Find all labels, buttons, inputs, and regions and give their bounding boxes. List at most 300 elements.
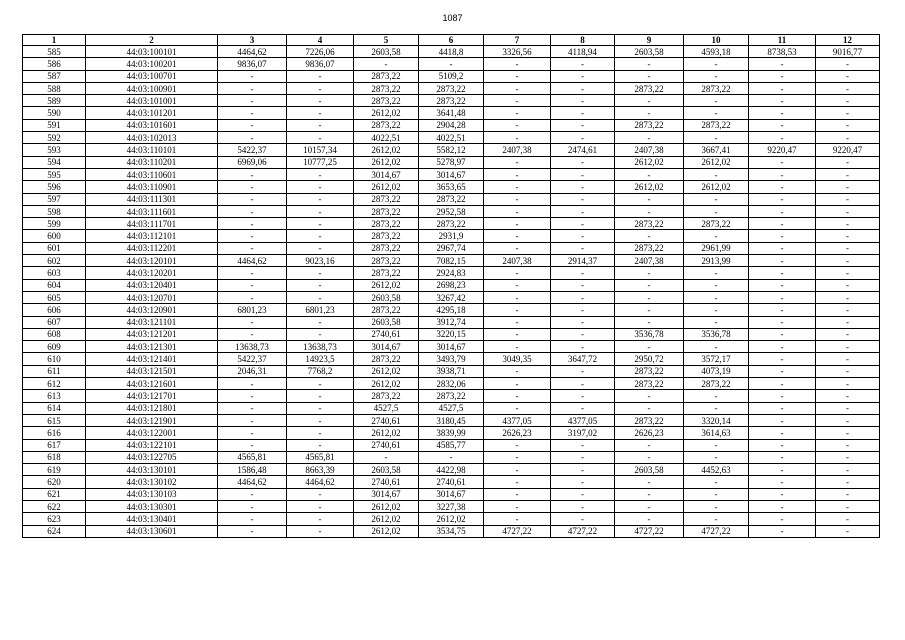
table-cell: 44:03:121801 (85, 402, 217, 414)
table-cell: - (614, 70, 683, 82)
table-cell: - (614, 341, 683, 353)
table-cell: - (614, 193, 683, 205)
table-cell: - (217, 181, 286, 193)
table-cell: 2873,22 (684, 218, 749, 230)
table-cell: 4073,19 (684, 365, 749, 377)
table-cell: - (749, 525, 816, 537)
table-cell: 44:03:121501 (85, 365, 217, 377)
table-cell: - (551, 58, 615, 70)
table-cell: - (816, 267, 880, 279)
table-cell: 44:03:111701 (85, 218, 217, 230)
table-cell: - (483, 82, 550, 94)
table-cell: - (217, 95, 286, 107)
table-cell: 44:03:100901 (85, 82, 217, 94)
column-header: 9 (614, 35, 683, 46)
table-cell: - (614, 291, 683, 303)
table-cell: 2961,99 (684, 242, 749, 254)
table-cell: 616 (23, 427, 86, 439)
table-cell: - (614, 439, 683, 451)
table-cell: 600 (23, 230, 86, 242)
table-cell: - (816, 451, 880, 463)
table-cell: - (816, 107, 880, 119)
table-cell: - (749, 427, 816, 439)
table-cell: 622 (23, 500, 86, 512)
table-cell: - (614, 132, 683, 144)
table-cell: 3326,56 (483, 46, 550, 58)
table-cell: 4022,51 (354, 132, 419, 144)
table-cell: 2612,02 (354, 525, 419, 537)
table-cell: 2407,38 (483, 144, 550, 156)
table-cell: - (217, 107, 286, 119)
table-cell: - (749, 168, 816, 180)
table-cell: - (217, 70, 286, 82)
table-cell: 4452,63 (684, 464, 749, 476)
table-cell: - (614, 168, 683, 180)
table-row (23, 476, 880, 488)
table-cell: - (354, 58, 419, 70)
table-cell: - (287, 390, 354, 402)
table-cell: 3653,65 (419, 181, 484, 193)
table-cell: - (551, 488, 615, 500)
table-cell: 7768,2 (287, 365, 354, 377)
table-cell: 585 (23, 46, 86, 58)
table-cell: 2740,61 (354, 414, 419, 426)
table-cell: 617 (23, 439, 86, 451)
table-cell: - (684, 316, 749, 328)
table-row (23, 353, 880, 365)
table-cell: - (483, 95, 550, 107)
table-cell: - (749, 193, 816, 205)
table-cell: - (483, 316, 550, 328)
table-row (23, 513, 880, 525)
table-cell: - (217, 500, 286, 512)
table-cell: - (551, 168, 615, 180)
table-cell: 44:03:120101 (85, 255, 217, 267)
table-cell: 592 (23, 132, 86, 144)
table-cell: 2873,22 (614, 414, 683, 426)
table-cell: 3647,72 (551, 353, 615, 365)
table-cell: 6969,06 (217, 156, 286, 168)
table-cell: 3641,48 (419, 107, 484, 119)
table-cell: - (483, 70, 550, 82)
table-cell: - (217, 168, 286, 180)
table-cell: - (816, 341, 880, 353)
table-cell: - (684, 267, 749, 279)
table-cell: - (217, 513, 286, 525)
table-cell: 44:03:100701 (85, 70, 217, 82)
table-cell: - (816, 390, 880, 402)
table-cell: 2603,58 (354, 464, 419, 476)
table-cell: - (816, 242, 880, 254)
table-cell: 2873,22 (614, 218, 683, 230)
table-cell: - (217, 328, 286, 340)
table-cell: - (551, 132, 615, 144)
table-cell: 593 (23, 144, 86, 156)
table-cell: 2873,22 (614, 82, 683, 94)
table-cell: 2612,02 (354, 156, 419, 168)
table-cell: 602 (23, 255, 86, 267)
table-cell: - (287, 193, 354, 205)
table-cell: 3493,79 (419, 353, 484, 365)
table-cell: 3014,67 (419, 488, 484, 500)
table-cell: 3320,14 (684, 414, 749, 426)
table-cell: - (419, 451, 484, 463)
table-cell: - (684, 291, 749, 303)
table-cell: - (217, 279, 286, 291)
table-cell: - (614, 304, 683, 316)
table-cell: - (749, 304, 816, 316)
table-cell: 2612,02 (354, 107, 419, 119)
table-cell: 7082,15 (419, 255, 484, 267)
table-cell: 7226,06 (287, 46, 354, 58)
table-cell: 2931,9 (419, 230, 484, 242)
table-cell: - (614, 267, 683, 279)
table-cell: - (551, 451, 615, 463)
table-cell: 2626,23 (614, 427, 683, 439)
table-cell: 2612,02 (684, 181, 749, 193)
table-row (23, 193, 880, 205)
table-cell: - (483, 390, 550, 402)
table-cell: 44:03:130401 (85, 513, 217, 525)
table-cell: - (816, 353, 880, 365)
table-cell: - (483, 119, 550, 131)
table-row (23, 95, 880, 107)
table-cell: 9016,77 (816, 46, 880, 58)
table-cell: 2873,22 (354, 119, 419, 131)
table-cell: 9220,47 (816, 144, 880, 156)
table-cell: 3014,67 (354, 341, 419, 353)
table-cell: - (816, 513, 880, 525)
table-cell: - (217, 205, 286, 217)
table-cell: 4727,22 (551, 525, 615, 537)
table-cell: - (483, 476, 550, 488)
table-cell: - (816, 119, 880, 131)
table-cell: - (684, 304, 749, 316)
table-cell: 2612,02 (354, 144, 419, 156)
table-cell: 2612,02 (354, 365, 419, 377)
table-cell: - (551, 316, 615, 328)
header-row (23, 35, 880, 46)
table-cell: - (483, 378, 550, 390)
table-cell: - (551, 328, 615, 340)
table-cell: - (551, 242, 615, 254)
table-cell: 2612,02 (354, 500, 419, 512)
table-cell: 3014,67 (354, 168, 419, 180)
table-cell: 4565,81 (217, 451, 286, 463)
table-cell: 2612,02 (354, 181, 419, 193)
table-cell: - (816, 230, 880, 242)
table-cell: - (816, 525, 880, 537)
table-cell: - (483, 304, 550, 316)
table-cell: 44:03:100201 (85, 58, 217, 70)
table-cell: - (749, 205, 816, 217)
table-cell: - (354, 451, 419, 463)
table-cell: - (684, 95, 749, 107)
table-cell: - (551, 119, 615, 131)
table-cell: - (483, 279, 550, 291)
table-cell: 2873,22 (614, 378, 683, 390)
table-cell: 2873,22 (354, 304, 419, 316)
table-cell: 598 (23, 205, 86, 217)
table-cell: 2407,38 (483, 255, 550, 267)
table-cell: - (551, 476, 615, 488)
table-cell: - (614, 513, 683, 525)
table-cell: 624 (23, 525, 86, 537)
table-cell: 2914,37 (551, 255, 615, 267)
table-cell: - (749, 95, 816, 107)
table-cell: - (749, 390, 816, 402)
table-cell: - (749, 500, 816, 512)
table-cell: - (483, 205, 550, 217)
table-cell: 3227,38 (419, 500, 484, 512)
table-cell: 44:03:122705 (85, 451, 217, 463)
table-row (23, 365, 880, 377)
table-cell: - (483, 156, 550, 168)
table-cell: - (684, 476, 749, 488)
table-cell: - (419, 58, 484, 70)
column-header: 12 (816, 35, 880, 46)
table-row (23, 279, 880, 291)
table-cell: 2740,61 (354, 439, 419, 451)
table-cell: - (287, 402, 354, 414)
table-cell: - (287, 414, 354, 426)
table-row (23, 341, 880, 353)
column-header: 7 (483, 35, 550, 46)
table-cell: 3197,02 (551, 427, 615, 439)
table-cell: - (749, 156, 816, 168)
table-row (23, 242, 880, 254)
table-cell: - (749, 378, 816, 390)
table-cell: 4464,62 (287, 476, 354, 488)
table-cell: - (816, 168, 880, 180)
table-cell: 44:03:121901 (85, 414, 217, 426)
table-cell: 2924,83 (419, 267, 484, 279)
table-row (23, 181, 880, 193)
table-cell: - (287, 242, 354, 254)
table-cell: 2603,58 (354, 46, 419, 58)
table-cell: - (749, 451, 816, 463)
table-cell: 2873,22 (684, 378, 749, 390)
table-cell: - (483, 181, 550, 193)
table-cell: - (816, 193, 880, 205)
column-header: 3 (217, 35, 286, 46)
table-cell: 2873,22 (354, 267, 419, 279)
table-cell: 594 (23, 156, 86, 168)
table-cell: 2873,22 (419, 95, 484, 107)
table-cell: 3938,71 (419, 365, 484, 377)
table-cell: - (816, 402, 880, 414)
table-cell: 2873,22 (614, 242, 683, 254)
table-cell: 3572,17 (684, 353, 749, 365)
table-cell: - (816, 181, 880, 193)
table-cell: - (551, 107, 615, 119)
table-cell: - (217, 193, 286, 205)
table-cell: 605 (23, 291, 86, 303)
column-header: 10 (684, 35, 749, 46)
column-header: 1 (23, 35, 86, 46)
data-table (22, 34, 880, 538)
table-cell: - (287, 218, 354, 230)
table-row (23, 218, 880, 230)
page-number: 1087 (442, 13, 463, 23)
table-cell: 614 (23, 402, 86, 414)
table-cell: 4022,51 (419, 132, 484, 144)
table-row (23, 402, 880, 414)
table-cell: 2407,38 (614, 255, 683, 267)
table-row (23, 390, 880, 402)
table-cell: - (287, 488, 354, 500)
table-cell: 586 (23, 58, 86, 70)
column-header: 2 (85, 35, 217, 46)
table-cell: - (684, 279, 749, 291)
table-cell: - (614, 230, 683, 242)
table-cell: - (749, 464, 816, 476)
table-cell: 3220,15 (419, 328, 484, 340)
table-cell: - (287, 316, 354, 328)
table-cell: - (551, 267, 615, 279)
table-cell: - (551, 341, 615, 353)
table-cell: 2626,23 (483, 427, 550, 439)
table-cell: 44:03:101601 (85, 119, 217, 131)
table-row (23, 378, 880, 390)
table-cell: - (684, 488, 749, 500)
column-header: 8 (551, 35, 615, 46)
table-cell: 8738,53 (749, 46, 816, 58)
table-cell: - (287, 132, 354, 144)
table-cell: 2950,72 (614, 353, 683, 365)
table-cell: - (749, 82, 816, 94)
table-cell: 2873,22 (354, 205, 419, 217)
table-cell: - (816, 82, 880, 94)
table-cell: - (684, 341, 749, 353)
table-cell: 4593,18 (684, 46, 749, 58)
table-cell: - (217, 267, 286, 279)
table-cell: 6801,23 (217, 304, 286, 316)
table-cell: 2952,58 (419, 205, 484, 217)
table-cell: 2873,22 (354, 390, 419, 402)
table-cell: - (749, 316, 816, 328)
table-cell: 8663,39 (287, 464, 354, 476)
table-cell: 2603,58 (354, 291, 419, 303)
table-cell: - (217, 525, 286, 537)
table-cell: 2740,61 (354, 476, 419, 488)
table-cell: - (483, 464, 550, 476)
table-cell: - (816, 328, 880, 340)
table-cell: - (749, 230, 816, 242)
table-cell: - (614, 500, 683, 512)
table-cell: - (551, 95, 615, 107)
table-row (23, 46, 880, 58)
table-cell: - (614, 476, 683, 488)
table-cell: - (483, 451, 550, 463)
table-cell: - (684, 132, 749, 144)
table-cell: 3534,75 (419, 525, 484, 537)
table-cell: 3014,67 (419, 341, 484, 353)
table-cell: 2603,58 (354, 316, 419, 328)
table-cell: - (684, 451, 749, 463)
table-cell: - (287, 70, 354, 82)
table-cell: 14923,5 (287, 353, 354, 365)
table-cell: 3536,78 (684, 328, 749, 340)
table-cell: 3180,45 (419, 414, 484, 426)
table-cell: - (749, 488, 816, 500)
table-cell: 3014,67 (354, 488, 419, 500)
table-cell: 1586,48 (217, 464, 286, 476)
table-cell: - (749, 242, 816, 254)
table-cell: 2873,22 (614, 365, 683, 377)
table-cell: 2873,22 (419, 390, 484, 402)
table-cell: - (684, 70, 749, 82)
table-cell: 4295,18 (419, 304, 484, 316)
table-row (23, 464, 880, 476)
table-cell: - (749, 476, 816, 488)
table-cell: - (749, 70, 816, 82)
table-cell: 44:03:121101 (85, 316, 217, 328)
table-cell: - (483, 291, 550, 303)
table-cell: 9220,47 (749, 144, 816, 156)
table-cell: - (483, 218, 550, 230)
table-cell: - (684, 390, 749, 402)
table-cell: - (614, 488, 683, 500)
table-cell: - (287, 439, 354, 451)
table-cell: 588 (23, 82, 86, 94)
table-cell: 44:03:121601 (85, 378, 217, 390)
table-cell: - (217, 291, 286, 303)
table-cell: - (614, 279, 683, 291)
table-cell: - (749, 255, 816, 267)
table-row (23, 427, 880, 439)
table-cell: - (217, 427, 286, 439)
table-cell: - (816, 378, 880, 390)
table-cell: 4527,5 (419, 402, 484, 414)
table-cell: 44:03:111601 (85, 205, 217, 217)
table-cell: 5109,2 (419, 70, 484, 82)
table-cell: 44:03:121301 (85, 341, 217, 353)
table-cell: 44:03:101201 (85, 107, 217, 119)
table-cell: - (483, 365, 550, 377)
table-cell: 611 (23, 365, 86, 377)
table-row (23, 291, 880, 303)
table-cell: 607 (23, 316, 86, 328)
table-cell: - (816, 439, 880, 451)
table-row (23, 168, 880, 180)
table-row (23, 316, 880, 328)
table-row (23, 500, 880, 512)
table-cell: 2474,61 (551, 144, 615, 156)
table-cell: - (217, 378, 286, 390)
table-cell: 4585,77 (419, 439, 484, 451)
table-cell: 2740,61 (419, 476, 484, 488)
table-cell: - (551, 218, 615, 230)
table-cell: 44:03:122101 (85, 439, 217, 451)
table-row (23, 439, 880, 451)
table-cell: 4565,81 (287, 451, 354, 463)
table-cell: 44:03:101001 (85, 95, 217, 107)
table-cell: - (287, 500, 354, 512)
table-cell: - (287, 525, 354, 537)
table-cell: - (483, 230, 550, 242)
table-cell: - (551, 365, 615, 377)
table-cell: 4527,5 (354, 402, 419, 414)
table-cell: 2873,22 (419, 82, 484, 94)
table-cell: - (287, 378, 354, 390)
table-cell: 44:03:130103 (85, 488, 217, 500)
table-cell: 5582,12 (419, 144, 484, 156)
table-cell: - (551, 513, 615, 525)
table-cell: 44:03:120201 (85, 267, 217, 279)
table-cell: - (217, 488, 286, 500)
table-cell: 619 (23, 464, 86, 476)
